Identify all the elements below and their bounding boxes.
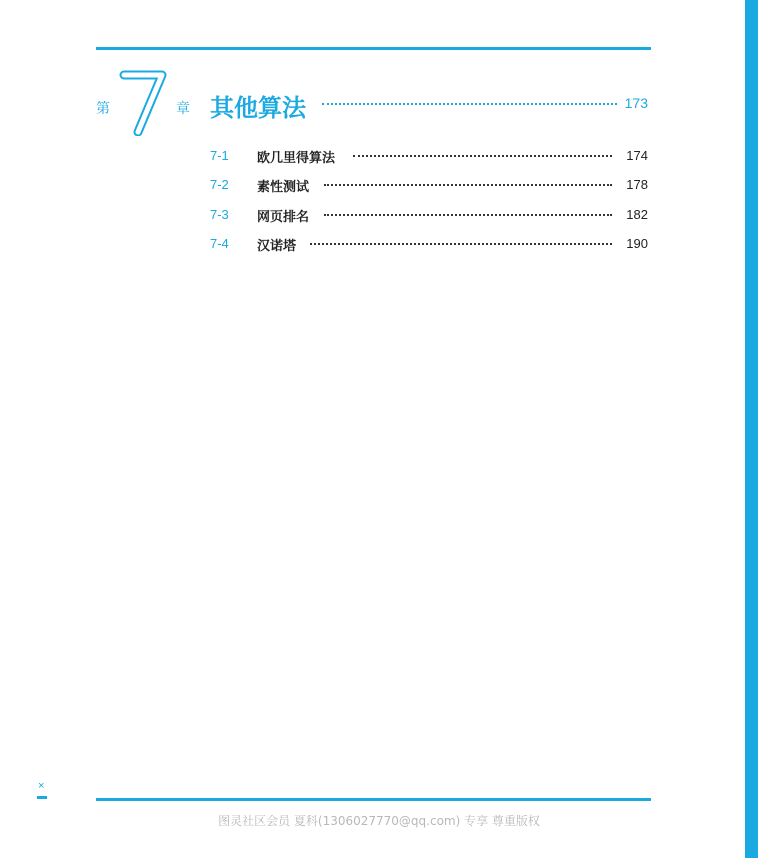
toc-entry-number: 7-4	[210, 235, 229, 251]
toc-dot-leader	[310, 243, 612, 245]
toc-entry-page: 178	[626, 177, 648, 193]
toc-entry-page: 182	[626, 206, 648, 222]
chapter-title[interactable]: 其他算法	[210, 94, 306, 122]
toc-entry-title: 素性测试	[257, 180, 310, 196]
toc-entry-number: 7-3	[210, 206, 229, 222]
chapter-heading	[96, 70, 651, 140]
toc-entry-number: 7-1	[210, 148, 229, 163]
toc-entry-title: 网页排名	[257, 209, 310, 225]
toc-entry-title: 汉诺塔	[257, 238, 297, 254]
page-corner-bar	[37, 796, 47, 799]
chapter-suffix: 章	[176, 101, 190, 117]
right-edge-band	[745, 0, 758, 858]
watermark-text: 图灵社区会员 夏科(1306027770@qq.com) 专享 尊重版权	[218, 814, 540, 828]
toc-entry[interactable]	[210, 233, 648, 262]
toc-dot-leader	[324, 214, 612, 216]
chapter-page-number: 173	[624, 95, 648, 111]
page-corner-mark: ×	[38, 780, 45, 792]
toc-entry-page: 190	[626, 235, 648, 251]
toc-dot-leader	[353, 155, 612, 157]
chapter-number-glyph	[118, 70, 168, 136]
toc-entry[interactable]	[210, 145, 648, 174]
chapter-prefix: 第	[96, 101, 110, 117]
top-rule	[96, 47, 651, 50]
toc-entry[interactable]	[210, 174, 648, 203]
toc-entry-page: 174	[626, 148, 648, 163]
toc-list	[210, 145, 648, 262]
chapter-dot-leader	[322, 103, 617, 105]
toc-entry[interactable]	[210, 204, 648, 233]
toc-entry-title: 欧几里得算法	[257, 151, 336, 166]
toc-dot-leader	[324, 184, 612, 186]
bottom-rule	[96, 798, 651, 801]
toc-entry-number: 7-2	[210, 177, 229, 193]
